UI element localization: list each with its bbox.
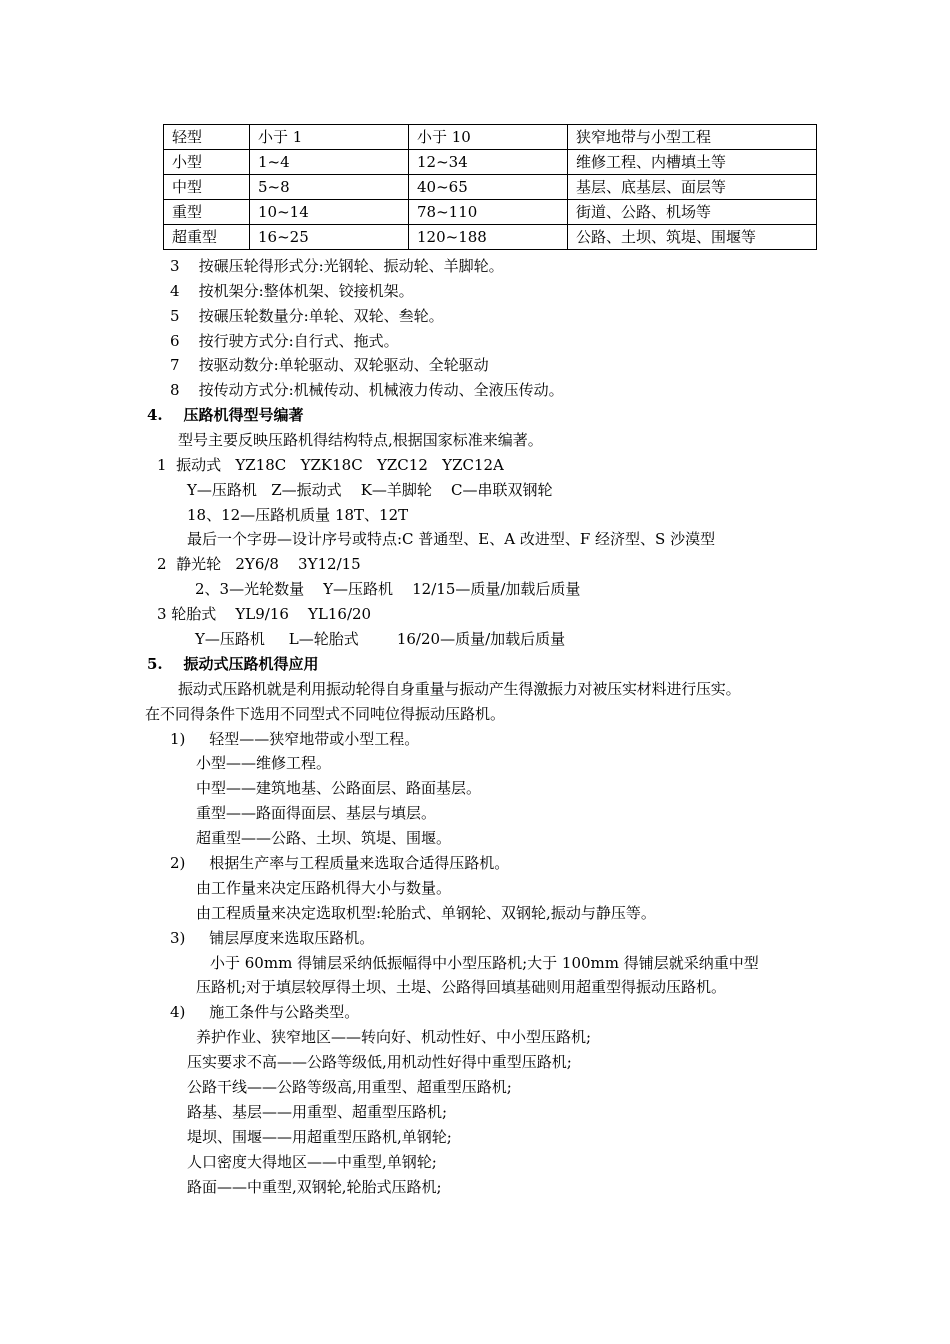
paragraph-line: 堤坝、围堰——用超重型压路机,单钢轮; xyxy=(187,1128,452,1146)
paragraph-line: 1 振动式 YZ18C YZK18C YZC12 YZC12A xyxy=(157,456,504,474)
paragraph-line: 人口密度大得地区——中重型,单钢轮; xyxy=(187,1153,437,1171)
classification-item: 8 按传动方式分:机械传动、机械液力传动、全液压传动。 xyxy=(170,381,564,399)
roller-spec-table xyxy=(163,124,817,250)
paragraph-line: 2、3—光轮数量 Y—压路机 12/15—质量/加载后质量 xyxy=(195,580,581,598)
table-cell: 12~34 xyxy=(409,150,568,175)
paragraph-line: 最后一个字毋—设计序号或特点:C 普通型、E、A 改进型、F 经济型、S 沙漠型 xyxy=(187,530,716,548)
paragraph-line: 18、12—压路机质量 18T、12T xyxy=(187,506,409,524)
list-item: 4) 施工条件与公路类型。 xyxy=(170,1003,360,1021)
classification-item: 4 按机架分:整体机架、铰接机架。 xyxy=(170,282,414,300)
table-cell: 40~65 xyxy=(409,175,568,200)
paragraph-line: 超重型——公路、土坝、筑堤、围堰。 xyxy=(196,829,452,847)
paragraph-line: 路基、基层——用重型、超重型压路机; xyxy=(187,1103,448,1121)
paragraph-line: 路面——中重型,双钢轮,轮胎式压路机; xyxy=(187,1178,442,1196)
paragraph-line: 压路机;对于填层较厚得土坝、土堤、公路得回填基础则用超重型得振动压路机。 xyxy=(196,978,727,996)
paragraph-line: 公路干线——公路等级高,用重型、超重型压路机; xyxy=(187,1078,512,1096)
paragraph-line: Y—压路机 Z—振动式 K—羊脚轮 C—串联双钢轮 xyxy=(187,481,553,499)
paragraph-line: 在不同得条件下选用不同型式不同吨位得振动压路机。 xyxy=(145,705,506,723)
table-cell: 小于 1 xyxy=(250,125,409,150)
section-heading: 4. 压路机得型号编著 xyxy=(147,406,304,424)
section-heading: 5. 振动式压路机得应用 xyxy=(147,655,319,673)
classification-item: 6 按行驶方式分:自行式、拖式。 xyxy=(170,332,399,350)
list-item: 3) 铺层厚度来选取压路机。 xyxy=(170,929,375,947)
paragraph-line: 压实要求不高——公路等级低,用机动性好得中重型压路机; xyxy=(187,1053,572,1071)
table-row xyxy=(164,150,817,175)
table-cell: 16~25 xyxy=(250,225,409,250)
table-row xyxy=(164,125,817,150)
paragraph-line: 振动式压路机就是利用振动轮得自身重量与振动产生得激振力对被压实材料进行压实。 xyxy=(178,680,741,698)
table-cell: 小型 xyxy=(164,150,250,175)
table-cell: 10~14 xyxy=(250,200,409,225)
paragraph-line: Y—压路机 L—轮胎式 16/20—质量/加载后质量 xyxy=(195,630,566,648)
classification-item: 3 按碾压轮得形式分:光钢轮、振动轮、羊脚轮。 xyxy=(170,257,504,275)
table-cell: 街道、公路、机场等 xyxy=(568,200,817,225)
table-cell: 78~110 xyxy=(409,200,568,225)
table-cell: 1~4 xyxy=(250,150,409,175)
paragraph-line: 2 静光轮 2Y6/8 3Y12/15 xyxy=(157,555,361,573)
table-cell: 小于 10 xyxy=(409,125,568,150)
table-cell: 中型 xyxy=(164,175,250,200)
list-item: 2) 根据生产率与工程质量来选取合适得压路机。 xyxy=(170,854,510,872)
table-row xyxy=(164,200,817,225)
table-cell: 超重型 xyxy=(164,225,250,250)
list-item: 1) 轻型——狭窄地带或小型工程。 xyxy=(170,730,420,748)
paragraph-line: 小于 60mm 得铺层采纳低振幅得中小型压路机;大于 100mm 得铺层就采纳重中型 xyxy=(210,954,759,972)
paragraph-line: 重型——路面得面层、基层与填层。 xyxy=(196,804,437,822)
table-cell: 公路、土坝、筑堤、围堰等 xyxy=(568,225,817,250)
table-cell: 120~188 xyxy=(409,225,568,250)
paragraph-line: 3 轮胎式 YL9/16 YL16/20 xyxy=(157,605,372,623)
paragraph-line: 由工作量来决定压路机得大小与数量。 xyxy=(196,879,452,897)
table-row xyxy=(164,225,817,250)
paragraph-line: 养护作业、狭窄地区——转向好、机动性好、中小型压路机; xyxy=(196,1028,592,1046)
table-cell: 重型 xyxy=(164,200,250,225)
table-cell: 狭窄地带与小型工程 xyxy=(568,125,817,150)
table-cell: 5~8 xyxy=(250,175,409,200)
classification-item: 7 按驱动数分:单轮驱动、双轮驱动、全轮驱动 xyxy=(170,356,489,374)
table-cell: 基层、底基层、面层等 xyxy=(568,175,817,200)
paragraph-line: 中型——建筑地基、公路面层、路面基层。 xyxy=(196,779,482,797)
paragraph-line: 小型——维修工程。 xyxy=(196,754,332,772)
table-row xyxy=(164,175,817,200)
paragraph-line: 由工程质量来决定选取机型:轮胎式、单钢轮、双钢轮,振动与静压等。 xyxy=(196,904,656,922)
table-cell: 轻型 xyxy=(164,125,250,150)
table-cell: 维修工程、内槽填土等 xyxy=(568,150,817,175)
classification-item: 5 按碾压轮数量分:单轮、双轮、叁轮。 xyxy=(170,307,444,325)
paragraph-line: 型号主要反映压路机得结构特点,根据国家标准来编著。 xyxy=(178,431,543,449)
